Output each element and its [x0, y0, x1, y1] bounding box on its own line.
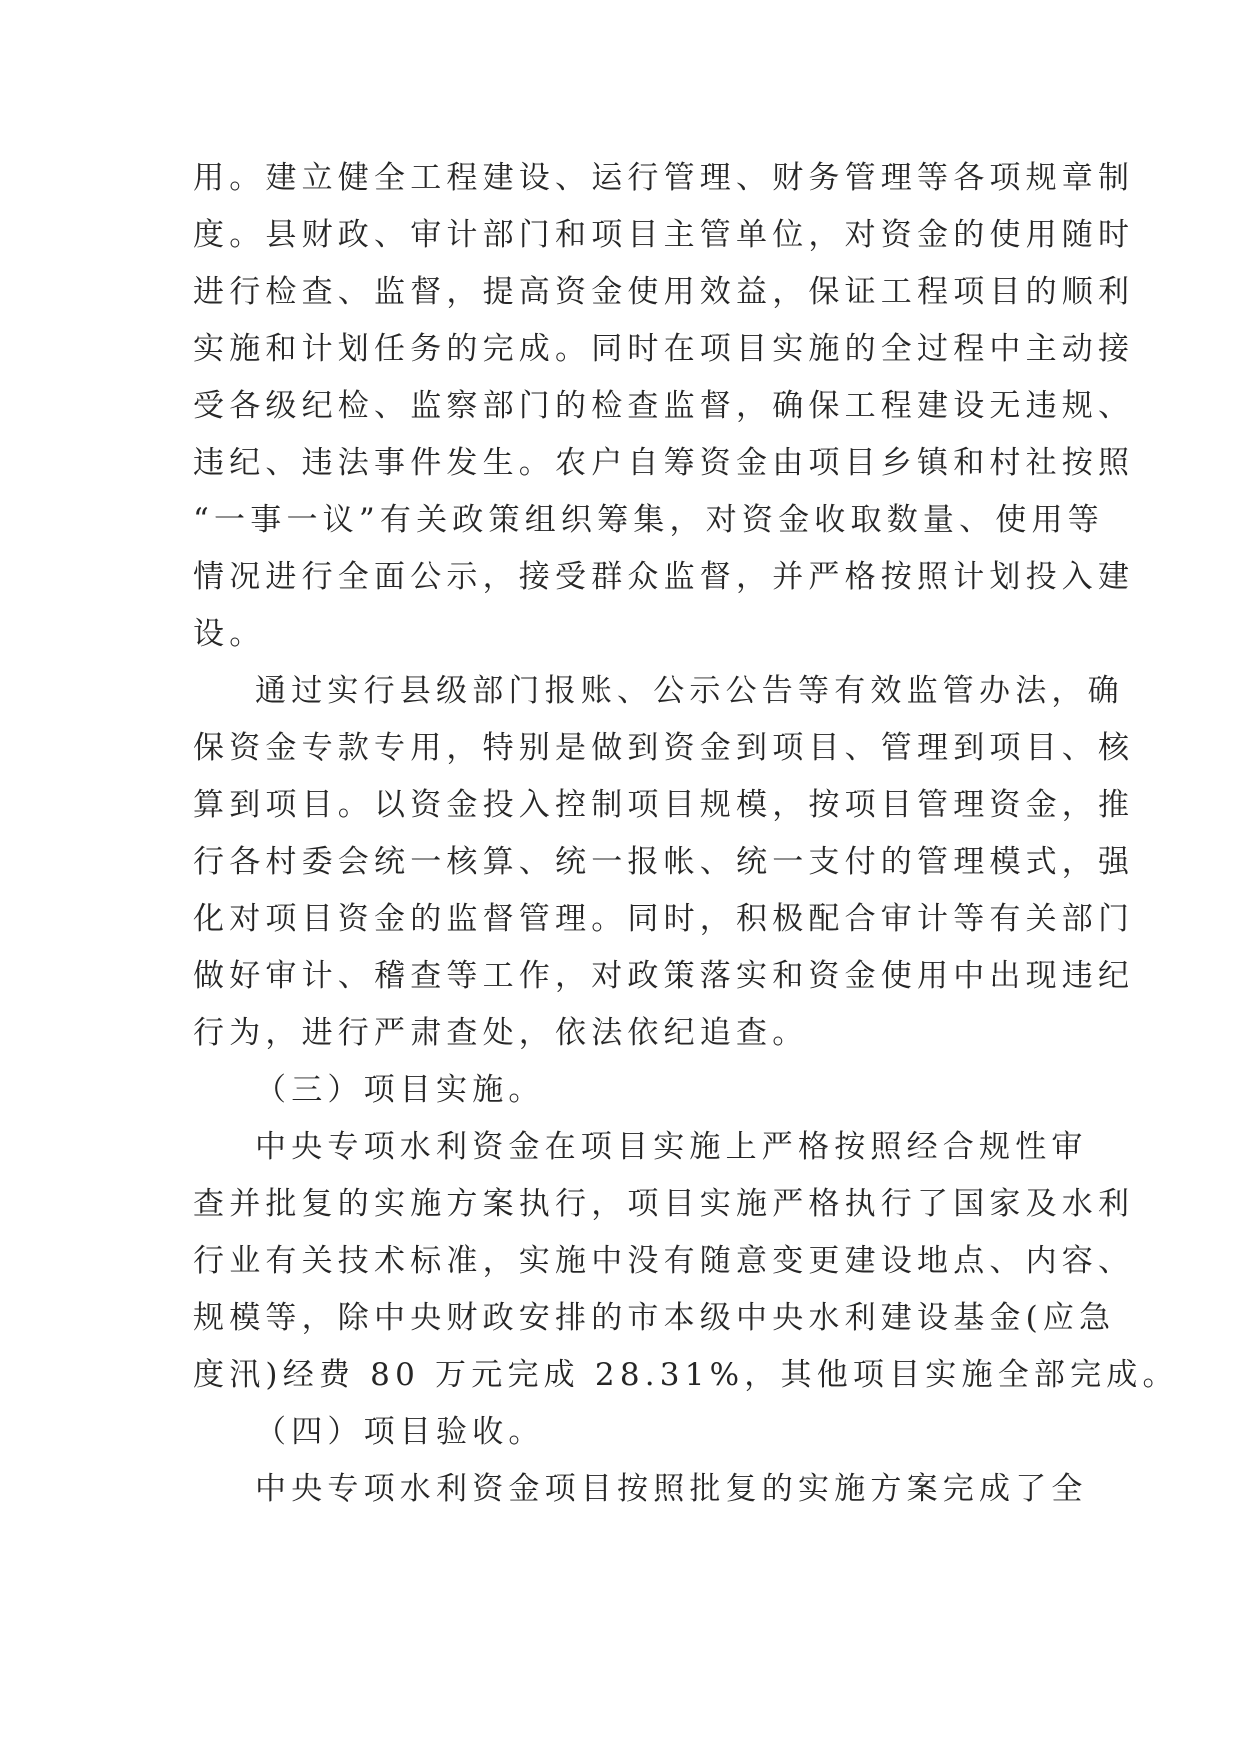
text-line: 查并批复的实施方案执行，项目实施严格执行了国家及水利 [193, 1186, 1135, 1222]
text-line: “一事一议”有关政策组织筹集，对资金收取数量、使用等 [193, 502, 1104, 538]
text-line: 做好审计、稽查等工作，对政策落实和资金使用中出现违纪 [193, 958, 1135, 994]
text-line: 行各村委会统一核算、统一报帐、统一支付的管理模式，强 [193, 844, 1135, 880]
text-line: 进行检查、监督，提高资金使用效益，保证工程项目的顺利 [193, 274, 1135, 310]
text-line: 算到项目。以资金投入控制项目规模，按项目管理资金，推 [193, 787, 1135, 823]
text-line: 规模等，除中央财政安排的市本级中央水利建设基金(应急 [193, 1300, 1116, 1336]
section-heading: （三）项目实施。 [255, 1072, 545, 1108]
text-line: 度汛)经费 80 万元完成 28.31%，其他项目实施全部完成。 [193, 1357, 1179, 1393]
text-line: 设。 [193, 616, 266, 652]
text-line: 保资金专款专用，特别是做到资金到项目、管理到项目、核 [193, 730, 1135, 766]
paragraph-first-line: 中央专项水利资金项目按照批复的实施方案完成了全 [255, 1471, 1088, 1507]
text-line: 行业有关技术标准，实施中没有随意变更建设地点、内容、 [193, 1243, 1135, 1279]
text-line: 受各级纪检、监察部门的检查监督，确保工程建设无违规、 [193, 388, 1135, 424]
paragraph-first-line: 中央专项水利资金在项目实施上严格按照经合规性审 [255, 1129, 1088, 1165]
text-line: 用。建立健全工程建设、运行管理、财务管理等各项规章制 [193, 160, 1135, 196]
paragraph-first-line: 通过实行县级部门报账、公示公告等有效监管办法，确 [255, 673, 1124, 709]
section-heading: （四）项目验收。 [255, 1414, 545, 1450]
text-line: 违纪、违法事件发生。农户自筹资金由项目乡镇和村社按照 [193, 445, 1135, 481]
text-line: 行为，进行严肃查处，依法依纪追查。 [193, 1015, 809, 1051]
text-line: 度。县财政、审计部门和项目主管单位，对资金的使用随时 [193, 217, 1135, 253]
text-line: 情况进行全面公示，接受群众监督，并严格按照计划投入建 [193, 559, 1135, 595]
document-body [193, 150, 1179, 1518]
text-line: 化对项目资金的监督管理。同时，积极配合审计等有关部门 [193, 901, 1135, 937]
text-line: 实施和计划任务的完成。同时在项目实施的全过程中主动接 [193, 331, 1135, 367]
